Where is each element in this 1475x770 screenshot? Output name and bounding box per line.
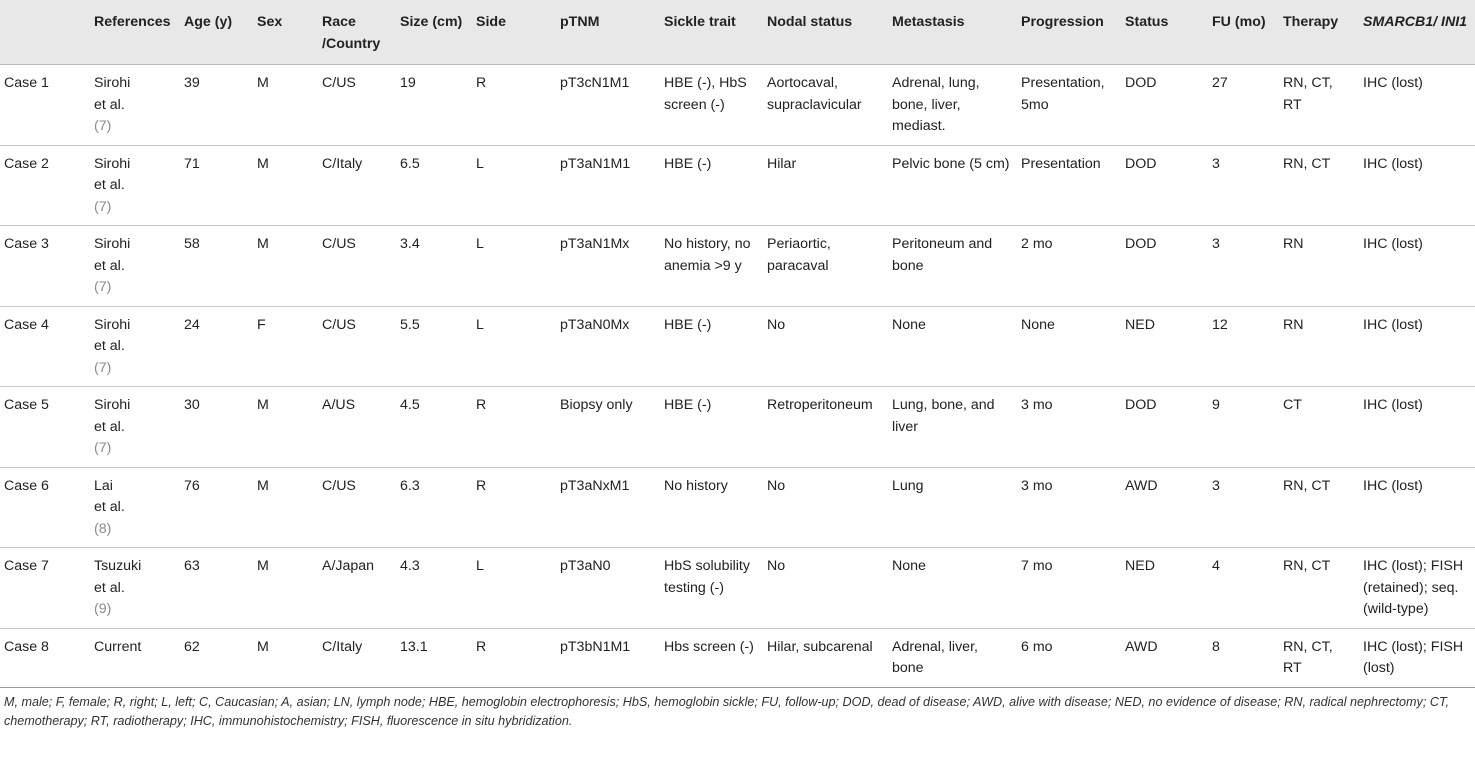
cell-status: DOD	[1125, 397, 1157, 413]
cell-sex: M	[257, 638, 269, 655]
cell-sex: M	[257, 477, 269, 494]
cell-sex: M	[257, 155, 269, 172]
reference-text: Tsuzuki	[94, 558, 142, 574]
cell-sickle: No history	[664, 477, 728, 494]
cell-metastasis: Adrenal, lung, bone, liver, mediast.	[892, 75, 980, 134]
citation-link[interactable]: (7)	[94, 118, 112, 134]
cell-progression: 7 mo	[1021, 558, 1053, 574]
cell-sickle: HBE (-)	[664, 155, 712, 172]
cell-case: Case 1	[4, 75, 49, 91]
cell-fu: 4	[1212, 558, 1220, 574]
cell-sex: M	[257, 397, 269, 413]
cell-ptnm: pT3aN0Mx	[560, 316, 630, 333]
cell-age: 58	[184, 236, 200, 252]
header-cell: SMARCB1/ INI1	[1359, 0, 1475, 65]
reference-text: et al.	[94, 499, 125, 515]
cell-metastasis: Pelvic bone (5 cm)	[892, 155, 1010, 172]
cell-sex: M	[257, 75, 269, 91]
cell-smarcb1: IHC (lost)	[1363, 316, 1423, 333]
citation-link[interactable]: (7)	[94, 198, 112, 215]
cell-metastasis: Adrenal, liver, bone	[892, 638, 978, 676]
cell-sickle: No history, no anemia >9 y	[664, 236, 751, 274]
header-cell: Therapy	[1279, 0, 1359, 65]
cell-nodal: Aortocaval, supraclavicular	[767, 75, 862, 113]
cell-size: 3.4	[400, 236, 420, 252]
cell-nodal: Retroperitoneum	[767, 397, 873, 413]
cell-progression: Presentation, 5mo	[1021, 75, 1105, 113]
cell-case: Case 4	[4, 316, 49, 333]
cell-progression: 6 mo	[1021, 638, 1053, 655]
reference-text: et al.	[94, 177, 125, 193]
cell-status: AWD	[1125, 477, 1158, 494]
cell-age: 39	[184, 75, 200, 91]
header-cell: Race /Country	[318, 0, 396, 65]
header-cell: Status	[1121, 0, 1208, 65]
cell-ptnm: Biopsy only	[560, 397, 633, 413]
cell-nodal: No	[767, 316, 786, 333]
table-row	[0, 467, 1475, 548]
cell-therapy: CT	[1283, 397, 1302, 413]
cell-fu: 27	[1212, 75, 1228, 91]
cell-progression: 3 mo	[1021, 477, 1053, 494]
cell-size: 13.1	[400, 638, 428, 655]
cell-nodal: Periaortic, paracaval	[767, 236, 831, 274]
cell-sex: F	[257, 316, 266, 333]
cell-race: A/Japan	[322, 558, 375, 574]
cell-case: Case 8	[4, 638, 49, 655]
cell-side: R	[476, 397, 487, 413]
header-cell: Side	[472, 0, 556, 65]
cell-race: C/Italy	[322, 155, 363, 172]
cell-smarcb1: IHC (lost)	[1363, 155, 1423, 172]
reference-text: Sirohi	[94, 316, 131, 333]
cell-side: L	[476, 155, 484, 172]
table-row	[0, 628, 1475, 687]
cell-size: 4.5	[400, 397, 420, 413]
cell-status: DOD	[1125, 75, 1157, 91]
cell-sickle: HBE (-)	[664, 316, 712, 333]
cell-nodal: Hilar	[767, 155, 797, 172]
reference-text: Sirohi	[94, 236, 131, 252]
cell-side: L	[476, 316, 484, 333]
cell-case: Case 2	[4, 155, 49, 172]
cell-age: 62	[184, 638, 200, 655]
cell-ptnm: pT3aN1Mx	[560, 236, 630, 252]
cell-fu: 12	[1212, 316, 1228, 333]
cell-sickle: HbS solubility testing (-)	[664, 558, 750, 596]
cell-age: 24	[184, 316, 200, 333]
cell-race: C/US	[322, 477, 356, 494]
cell-case: Case 5	[4, 397, 49, 413]
cell-ptnm: pT3bN1M1	[560, 638, 631, 655]
cell-sickle: Hbs screen (-)	[664, 638, 754, 655]
cell-status: DOD	[1125, 155, 1157, 172]
cell-smarcb1: IHC (lost)	[1363, 477, 1423, 494]
table-row	[0, 145, 1475, 226]
reference-text: Sirohi	[94, 397, 131, 413]
table-row	[0, 306, 1475, 387]
cell-metastasis: None	[892, 316, 926, 333]
cell-status: NED	[1125, 558, 1155, 574]
cell-references	[90, 548, 180, 629]
table-footnote: M, male; F, female; R, right; L, left; C, Caucasian; A, asian; LN, lymph node; HBE, hemoglobin electrophoresis; HbS, hemoglobin sickle; FU, follow-up; DOD, dead of disease; AWD, alive with disease; NED, no evidence of disease; RN, radical nephrectomy; CT, chemotherapy; RT, radiotherapy; IHC, immunohistochemistry; FISH, fluorescence in situ hybridization.	[4, 694, 1449, 728]
cell-therapy: RN	[1283, 236, 1304, 252]
cell-fu: 8	[1212, 638, 1220, 655]
header-cell: Nodal status	[763, 0, 888, 65]
cell-age: 63	[184, 558, 200, 574]
cell-metastasis: None	[892, 558, 926, 574]
table-body	[0, 65, 1475, 688]
cell-side: R	[476, 75, 487, 91]
cell-sickle: HBE (-)	[664, 397, 712, 413]
cell-size: 6.3	[400, 477, 420, 494]
header-cell	[0, 0, 90, 65]
cell-status: DOD	[1125, 236, 1157, 252]
reference-text: Sirohi	[94, 75, 131, 91]
reference-text: et al.	[94, 579, 125, 596]
cell-case: Case 6	[4, 477, 49, 494]
cell-ptnm: pT3aNxM1	[560, 477, 630, 494]
cell-metastasis: Lung, bone, and liver	[892, 397, 995, 435]
cell-case: Case 7	[4, 558, 49, 574]
cell-references	[90, 467, 180, 548]
reference-text: Lai	[94, 477, 113, 494]
cell-progression: Presentation	[1021, 155, 1101, 172]
header-cell: Sickle trait	[660, 0, 763, 65]
cell-fu: 9	[1212, 397, 1220, 413]
cell-race: A/US	[322, 397, 356, 413]
cell-references	[90, 226, 180, 307]
header-cell: Size (cm)	[396, 0, 472, 65]
cell-progression: 3 mo	[1021, 397, 1053, 413]
cell-age: 71	[184, 155, 200, 172]
header-cell: Progression	[1017, 0, 1121, 65]
cell-nodal: No	[767, 558, 786, 574]
citation-link[interactable]: (8)	[94, 520, 112, 537]
cell-ptnm: pT3aN0	[560, 558, 611, 574]
cell-nodal: Hilar, subcarenal	[767, 638, 873, 655]
cell-ptnm: pT3aN1M1	[560, 155, 631, 172]
cell-smarcb1: IHC (lost)	[1363, 236, 1423, 252]
header-cell: Metastasis	[888, 0, 1017, 65]
reference-text: Current	[94, 638, 142, 655]
cell-age: 30	[184, 397, 200, 413]
cell-therapy: RN, CT	[1283, 155, 1331, 172]
cell-therapy: RN, CT	[1283, 558, 1331, 574]
citation-link[interactable]: (7)	[94, 279, 112, 295]
cell-therapy: RN	[1283, 316, 1304, 333]
cell-therapy: RN, CT, RT	[1283, 75, 1333, 113]
reference-text: et al.	[94, 257, 125, 274]
cell-case: Case 3	[4, 236, 49, 252]
reference-text: Sirohi	[94, 155, 131, 172]
cell-fu: 3	[1212, 236, 1220, 252]
cell-therapy: RN, CT	[1283, 477, 1331, 494]
cell-references	[90, 65, 180, 146]
cell-fu: 3	[1212, 155, 1220, 172]
header-row	[0, 0, 1475, 65]
header-cell: FU (mo)	[1208, 0, 1279, 65]
cell-size: 4.3	[400, 558, 420, 574]
table-row	[0, 226, 1475, 307]
cell-status: AWD	[1125, 638, 1158, 655]
reference-text: et al.	[94, 96, 125, 113]
header-cell: pTNM	[556, 0, 660, 65]
cell-references	[90, 628, 180, 687]
header-cell: Sex	[253, 0, 318, 65]
header-cell: Age (y)	[180, 0, 253, 65]
cell-ptnm: pT3cN1M1	[560, 75, 630, 91]
cell-therapy: RN, CT, RT	[1283, 638, 1333, 676]
cell-sex: M	[257, 558, 269, 574]
cell-smarcb1: IHC (lost)	[1363, 75, 1423, 91]
cell-smarcb1: IHC (lost)	[1363, 397, 1423, 413]
cell-size: 6.5	[400, 155, 420, 172]
cell-smarcb1: IHC (lost); FISH (lost)	[1363, 638, 1464, 676]
cell-sex: M	[257, 236, 269, 252]
citation-link[interactable]: (7)	[94, 359, 112, 376]
cell-age: 76	[184, 477, 200, 494]
cell-side: R	[476, 477, 487, 494]
cell-fu: 3	[1212, 477, 1220, 494]
cell-smarcb1: IHC (lost); FISH (retained); seq. (wild-type)	[1363, 558, 1464, 617]
cell-size: 19	[400, 75, 416, 91]
cell-side: L	[476, 558, 484, 574]
cell-nodal: No	[767, 477, 786, 494]
cell-race: C/Italy	[322, 638, 363, 655]
header-cell: References	[90, 0, 180, 65]
cell-references	[90, 306, 180, 387]
cell-references	[90, 387, 180, 468]
citation-link[interactable]: (9)	[94, 601, 112, 617]
cell-metastasis: Peritoneum and bone	[892, 236, 993, 274]
cell-progression: 2 mo	[1021, 236, 1053, 252]
table-row	[0, 65, 1475, 146]
cell-size: 5.5	[400, 316, 420, 333]
reference-text: et al.	[94, 338, 125, 354]
cell-side: R	[476, 638, 487, 655]
cell-status: NED	[1125, 316, 1155, 333]
cell-race: C/US	[322, 316, 356, 333]
table-row	[0, 387, 1475, 468]
cell-race: C/US	[322, 75, 356, 91]
cell-race: C/US	[322, 236, 356, 252]
cell-side: L	[476, 236, 484, 252]
cell-references	[90, 145, 180, 226]
cell-sickle: HBE (-), HbS screen (-)	[664, 75, 747, 113]
citation-link[interactable]: (7)	[94, 440, 112, 456]
reference-text: et al.	[94, 418, 125, 435]
cell-metastasis: Lung	[892, 477, 924, 494]
table-row	[0, 548, 1475, 629]
cell-progression: None	[1021, 316, 1055, 333]
